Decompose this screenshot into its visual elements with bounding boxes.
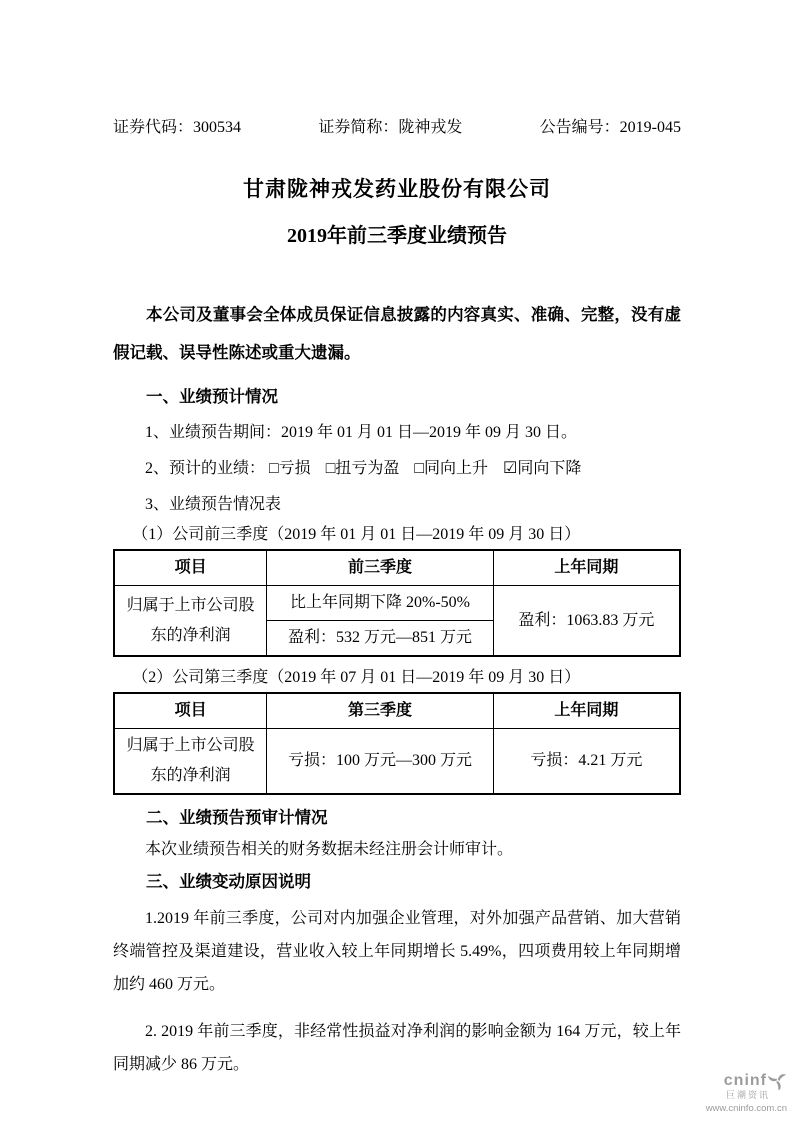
section3-heading: 三、业绩变动原因说明 [146, 872, 311, 891]
disclaimer-statement: 本公司及董事会全体成员保证信息披露的内容真实、准确、完整，没有虚假记载、误导性陈述或重大遗漏。 [113, 305, 681, 362]
table1-cell-item: 归属于上市公司股东的净利润 [114, 586, 267, 657]
table1-cell-current-change: 比上年同期下降 20%-50% [267, 586, 493, 621]
company-title: 甘肃陇神戎发药业股份有限公司 [243, 177, 551, 201]
forecast-type-label: 2、预计的业绩： [145, 460, 266, 477]
cninfo-url: www.cninfo.com.cn [705, 1103, 787, 1114]
table2-cell-prior: 亏损：4.21 万元 [493, 729, 680, 795]
table2-header-item: 项目 [114, 693, 267, 729]
reason-paragraph-1: 1.2019 年前三季度，公司对内加强企业管理，对外加强产品营销、加大营销终端管控及渠道建设，营业收入较上年同期增长 5.49%，四项费用较上年同期增加约 460 万元。 [113, 910, 681, 993]
document-page [113, 0, 681, 1081]
forecast-table-intro: 3、业绩预告情况表 [145, 496, 282, 513]
table-row [114, 729, 680, 795]
stock-code: 证券代码：300534 [113, 119, 242, 136]
checkbox-option-loss: □亏损 [269, 460, 311, 477]
document-header [113, 0, 681, 137]
table1-header-item: 项目 [114, 550, 267, 586]
cninfo-chinese-name: 巨潮资讯 [725, 1090, 770, 1100]
forecast-period-line: 1、业绩预告期间：2019 年 01 月 01 日—2019 年 09 月 30 日。 [145, 424, 578, 441]
table-row [114, 586, 680, 621]
section2-heading: 二、业绩预告预审计情况 [146, 808, 328, 827]
table2-caption: （2）公司第三季度（2019 年 07 月 01 日—2019 年 09 月 30 日） [132, 669, 581, 686]
reason-paragraph-2: 2. 2019 年前三季度，非经常性损益对净利润的影响金额为 164 万元，较上年同期减少 86 万元。 [113, 1023, 681, 1073]
cninfo-logo [706, 1071, 787, 1114]
table1-cell-current-value: 盈利：532 万元—851 万元 [267, 621, 493, 657]
q1-q3-forecast-table [113, 549, 681, 657]
forecast-type-line [113, 456, 681, 481]
checkbox-option-same-direction-down-checked: ☑同向下降 [503, 460, 582, 477]
table-header-row [114, 693, 680, 729]
q3-forecast-table [113, 692, 681, 795]
cninfo-brand-text: cninf [723, 1071, 767, 1089]
section2-body: 本次业绩预告相关的财务数据未经注册会计师审计。 [145, 841, 514, 858]
table1-header-current: 前三季度 [267, 550, 493, 586]
document-subtitle: 2019年前三季度业绩预告 [287, 225, 507, 247]
table2-header-prior: 上年同期 [493, 693, 680, 729]
checkbox-option-turn-profit: □扭亏为盈 [325, 460, 400, 477]
table-header-row [114, 550, 680, 586]
stock-short-name: 证券简称：陇神戎发 [318, 119, 463, 136]
cninfo-swirl-icon [768, 1071, 787, 1090]
table1-caption: （1）公司前三季度（2019 年 01 月 01 日—2019 年 09 月 30 日） [132, 526, 581, 543]
table2-cell-current: 亏损：100 万元—300 万元 [267, 729, 493, 795]
table1-cell-prior: 盈利：1063.83 万元 [493, 586, 680, 657]
table2-header-current: 第三季度 [267, 693, 493, 729]
table1-header-prior: 上年同期 [493, 550, 680, 586]
checkbox-option-same-direction-up: □同向上升 [414, 460, 489, 477]
table2-cell-item: 归属于上市公司股东的净利润 [114, 729, 267, 795]
announcement-number: 公告编号：2019-045 [539, 119, 681, 136]
section1-heading: 一、业绩预计情况 [146, 387, 278, 406]
